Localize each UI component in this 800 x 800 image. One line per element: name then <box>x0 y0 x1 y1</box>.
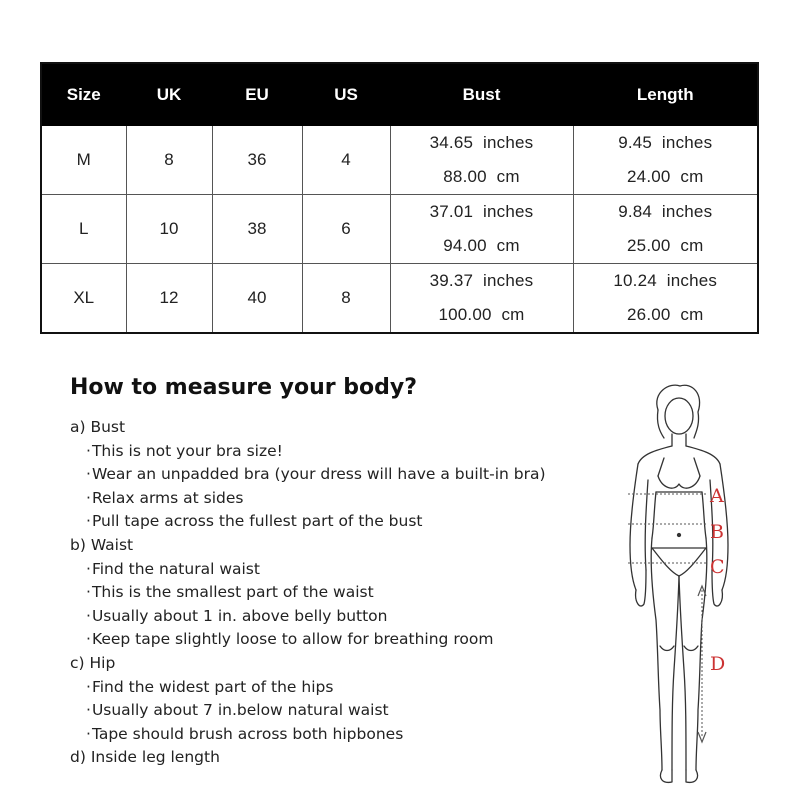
bust-inches: 39.37 inches <box>429 271 534 290</box>
table-row <box>41 264 758 334</box>
cell-bust <box>390 126 573 195</box>
list-item: · Pull tape across the fullest part of the bust <box>70 510 546 534</box>
cell-uk: 12 <box>126 264 212 334</box>
header-us: US <box>302 63 390 126</box>
length-inches: 10.24 inches <box>613 271 718 290</box>
size-chart-table <box>40 62 759 334</box>
bust-cm: 100.00 cm <box>438 305 525 324</box>
length-cm: 24.00 cm <box>627 167 704 186</box>
bust-inches: 34.65 inches <box>429 133 534 152</box>
header-uk: UK <box>126 63 212 126</box>
list-item: · Find the natural waist <box>70 558 546 582</box>
header-bust: Bust <box>390 63 573 126</box>
list-item: · This is the smallest part of the waist <box>70 581 546 605</box>
length-inches: 9.45 inches <box>618 133 713 152</box>
cell-length <box>573 126 758 195</box>
cell-size: XL <box>41 264 126 334</box>
cell-bust <box>390 195 573 264</box>
list-item: · Usually about 7 in.below natural waist <box>70 699 546 723</box>
cell-us: 6 <box>302 195 390 264</box>
label-d: D <box>710 653 726 675</box>
cell-us: 4 <box>302 126 390 195</box>
section-waist: b) Waist <box>70 535 134 554</box>
cell-size: L <box>41 195 126 264</box>
label-a: A <box>710 485 724 507</box>
list-item: · This is not your bra size! <box>70 440 546 464</box>
label-b: B <box>710 521 724 543</box>
list-item: · Usually about 1 in. above belly button <box>70 605 546 629</box>
cell-length <box>573 195 758 264</box>
list-item: · Tape should brush across both hipbones <box>70 723 546 747</box>
header-size: Size <box>41 63 126 126</box>
bust-cm: 94.00 cm <box>443 236 520 255</box>
cell-length <box>573 264 758 334</box>
label-c: C <box>710 556 725 578</box>
table-row <box>41 195 758 264</box>
header-length: Length <box>573 63 758 126</box>
list-item: · Relax arms at sides <box>70 487 546 511</box>
list-item: · Wear an unpadded bra (your dress will have a built-in bra) <box>70 463 546 487</box>
body-measurement-figure <box>600 380 770 800</box>
section-inside-leg: d) Inside leg length <box>70 748 220 767</box>
section-bust: a) Bust <box>70 418 126 436</box>
table-header-row <box>41 63 758 126</box>
list-item: · Find the widest part of the hips <box>70 676 546 700</box>
table-row <box>41 126 758 195</box>
cell-us: 8 <box>302 264 390 334</box>
length-cm: 26.00 cm <box>627 305 704 324</box>
cell-size: M <box>76 150 91 169</box>
howto-list <box>70 416 546 770</box>
cell-eu: 36 <box>212 126 302 195</box>
cell-eu: 38 <box>212 195 302 264</box>
section-hip: c) Hip <box>70 653 116 672</box>
cell-bust <box>390 264 573 334</box>
cell-eu: 40 <box>212 264 302 334</box>
list-item: · Keep tape slightly loose to allow for breathing room <box>70 628 546 652</box>
header-eu: EU <box>212 63 302 126</box>
howto-title: How to measure your body? <box>70 375 418 400</box>
length-inches: 9.84 inches <box>618 202 713 221</box>
length-cm: 25.00 cm <box>627 236 704 255</box>
bust-cm: 88.00 cm <box>443 167 520 186</box>
body-outline-illustration <box>600 380 770 800</box>
cell-uk: 10 <box>126 195 212 264</box>
bust-inches: 37.01 inches <box>429 202 534 221</box>
cell-uk: 8 <box>126 126 212 195</box>
